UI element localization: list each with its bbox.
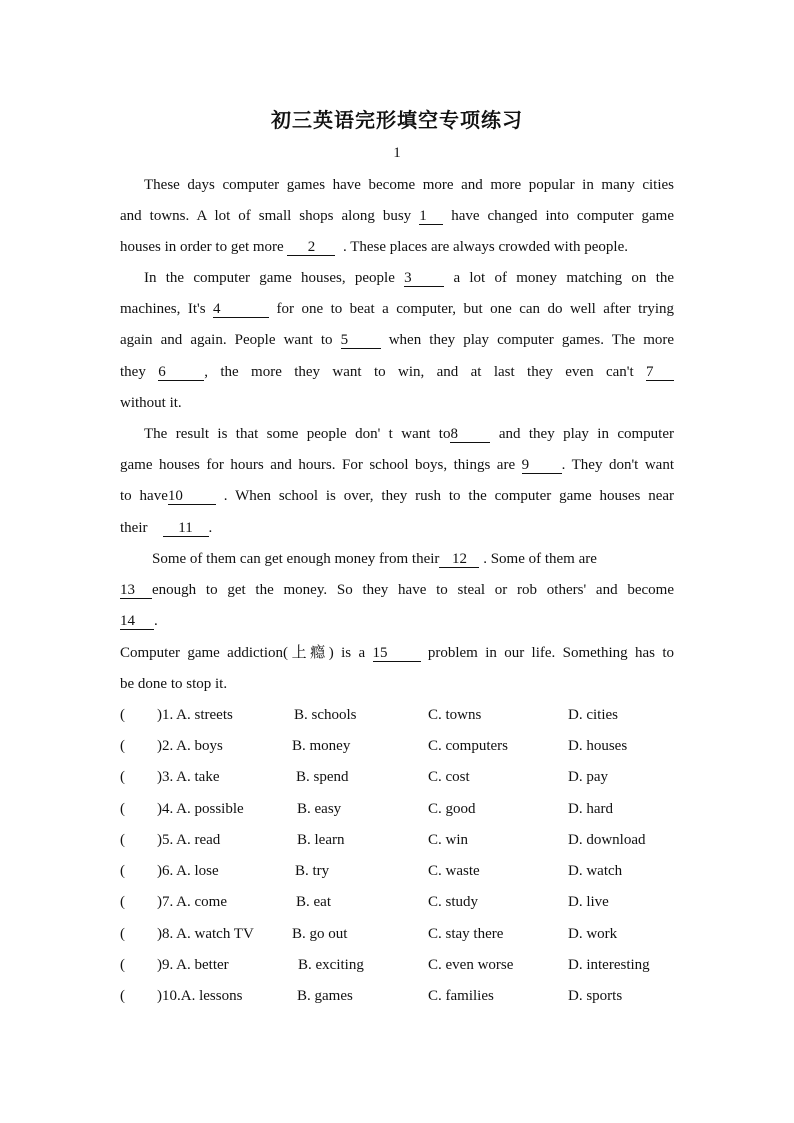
passage-line: houses in order to get more 2 . These places are always crowded with people.: [120, 239, 628, 255]
passage-line: be done to stop it.: [120, 676, 228, 692]
option-b: B. games: [297, 988, 353, 1004]
option-c: C. towns: [428, 707, 482, 723]
option-a: )8. A. watch TV: [157, 926, 254, 942]
option-a: )2. A. boys: [157, 738, 223, 754]
blank-11[interactable]: 11: [163, 520, 209, 537]
option-c: C. even worse: [428, 957, 514, 973]
option-d: D. interesting: [568, 957, 650, 973]
blank-2[interactable]: 2: [287, 239, 335, 256]
answer-paren[interactable]: (: [120, 926, 125, 942]
answer-paren[interactable]: (: [120, 738, 125, 754]
option-b: B. spend: [296, 769, 349, 785]
passage-line: Some of them can get enough money from their 12 . Some of them are: [152, 551, 597, 567]
blank-3[interactable]: 3: [404, 270, 444, 287]
blank-4[interactable]: 4: [213, 301, 269, 318]
option-b: B. money: [292, 738, 351, 754]
option-a: )10.A. lessons: [157, 988, 243, 1004]
option-c: C. waste: [428, 863, 480, 879]
option-a: )5. A. read: [157, 832, 221, 848]
blank-9[interactable]: 9: [522, 457, 562, 474]
passage-line: game houses for hours and hours. For school boys, things are 9 . They don't want: [120, 457, 674, 473]
blank-10[interactable]: 10: [168, 488, 216, 505]
passage-line: The result is that some people don' t want to8 and they play in computer: [144, 426, 675, 442]
option-d: D. live: [568, 894, 609, 910]
passage-line: their 11 .: [120, 520, 213, 536]
blank-12[interactable]: 12: [439, 551, 479, 568]
answer-paren[interactable]: (: [120, 957, 125, 973]
passage-line: to have10 . When school is over, they rush to the computer game houses near: [120, 488, 675, 504]
option-d: D. houses: [568, 738, 628, 754]
answer-paren[interactable]: (: [120, 863, 125, 879]
option-b: B. exciting: [298, 957, 364, 973]
passage-line: 14 .: [120, 613, 158, 629]
option-a: )1. A. streets: [157, 707, 233, 723]
passage-line: and towns. A lot of small shops along busy 1 have changed into computer game: [120, 208, 674, 224]
option-d: D. download: [568, 832, 646, 848]
blank-13[interactable]: 13: [120, 582, 152, 599]
option-c: C. families: [428, 988, 494, 1004]
answer-paren[interactable]: (: [120, 894, 125, 910]
answer-paren[interactable]: (: [120, 832, 125, 848]
blank-15[interactable]: 15: [373, 645, 421, 662]
option-c: C. win: [428, 832, 469, 848]
section-number: 1: [393, 145, 401, 161]
option-c: C. good: [428, 801, 476, 817]
option-d: D. work: [568, 926, 618, 942]
option-c: C. study: [428, 894, 479, 910]
option-b: B. eat: [296, 894, 331, 910]
option-b: B. learn: [297, 832, 345, 848]
passage-line: machines, It's 4 for one to beat a computer, but one can do well after trying: [120, 301, 675, 317]
passage-line: without it.: [120, 395, 182, 411]
option-c: C. computers: [428, 738, 508, 754]
option-a: )4. A. possible: [157, 801, 244, 817]
option-d: D. hard: [568, 801, 613, 817]
option-b: B. go out: [292, 926, 348, 942]
passage-line: they 6 , the more they want to win, and at last they even can't 7: [120, 362, 674, 382]
option-d: D. sports: [568, 988, 623, 1004]
answer-paren[interactable]: (: [120, 988, 125, 1004]
option-a: )3. A. take: [157, 769, 220, 785]
option-a: )9. A. better: [157, 957, 229, 973]
option-a: )6. A. lose: [157, 863, 219, 879]
option-d: D. watch: [568, 863, 623, 879]
passage-line: Computer game addiction(上瘾) is a 15 problem in our life. Something has to: [120, 645, 675, 661]
blank-5[interactable]: 5: [341, 332, 381, 349]
passage-line: 13 enough to get the money. So they have to steal or rob others' and become: [120, 582, 674, 598]
blank-6[interactable]: 6: [158, 364, 204, 381]
option-b: B. try: [295, 863, 330, 879]
passage-line: These days computer games have become more and more popular in many cities: [144, 177, 674, 193]
option-b: B. easy: [297, 801, 342, 817]
option-c: C. stay there: [428, 926, 504, 942]
answer-paren[interactable]: (: [120, 801, 125, 817]
answer-paren[interactable]: (: [120, 707, 125, 723]
passage-line: In the computer game houses, people 3 a lot of money matching on the: [144, 270, 675, 286]
blank-8[interactable]: 8: [450, 426, 490, 443]
answer-paren[interactable]: (: [120, 769, 125, 785]
page-title: 初三英语完形填空专项练习: [271, 108, 523, 132]
option-d: D. pay: [568, 769, 608, 785]
option-c: C. cost: [428, 769, 470, 785]
blank-1[interactable]: 1: [419, 208, 443, 225]
passage-line: again and again. People want to 5 when they play computer games. The more: [120, 332, 675, 348]
option-a: )7. A. come: [157, 894, 227, 910]
option-d: D. cities: [568, 707, 618, 723]
blank-14[interactable]: 14: [120, 613, 154, 630]
blank-7[interactable]: 7: [646, 364, 674, 381]
option-b: B. schools: [294, 707, 357, 723]
